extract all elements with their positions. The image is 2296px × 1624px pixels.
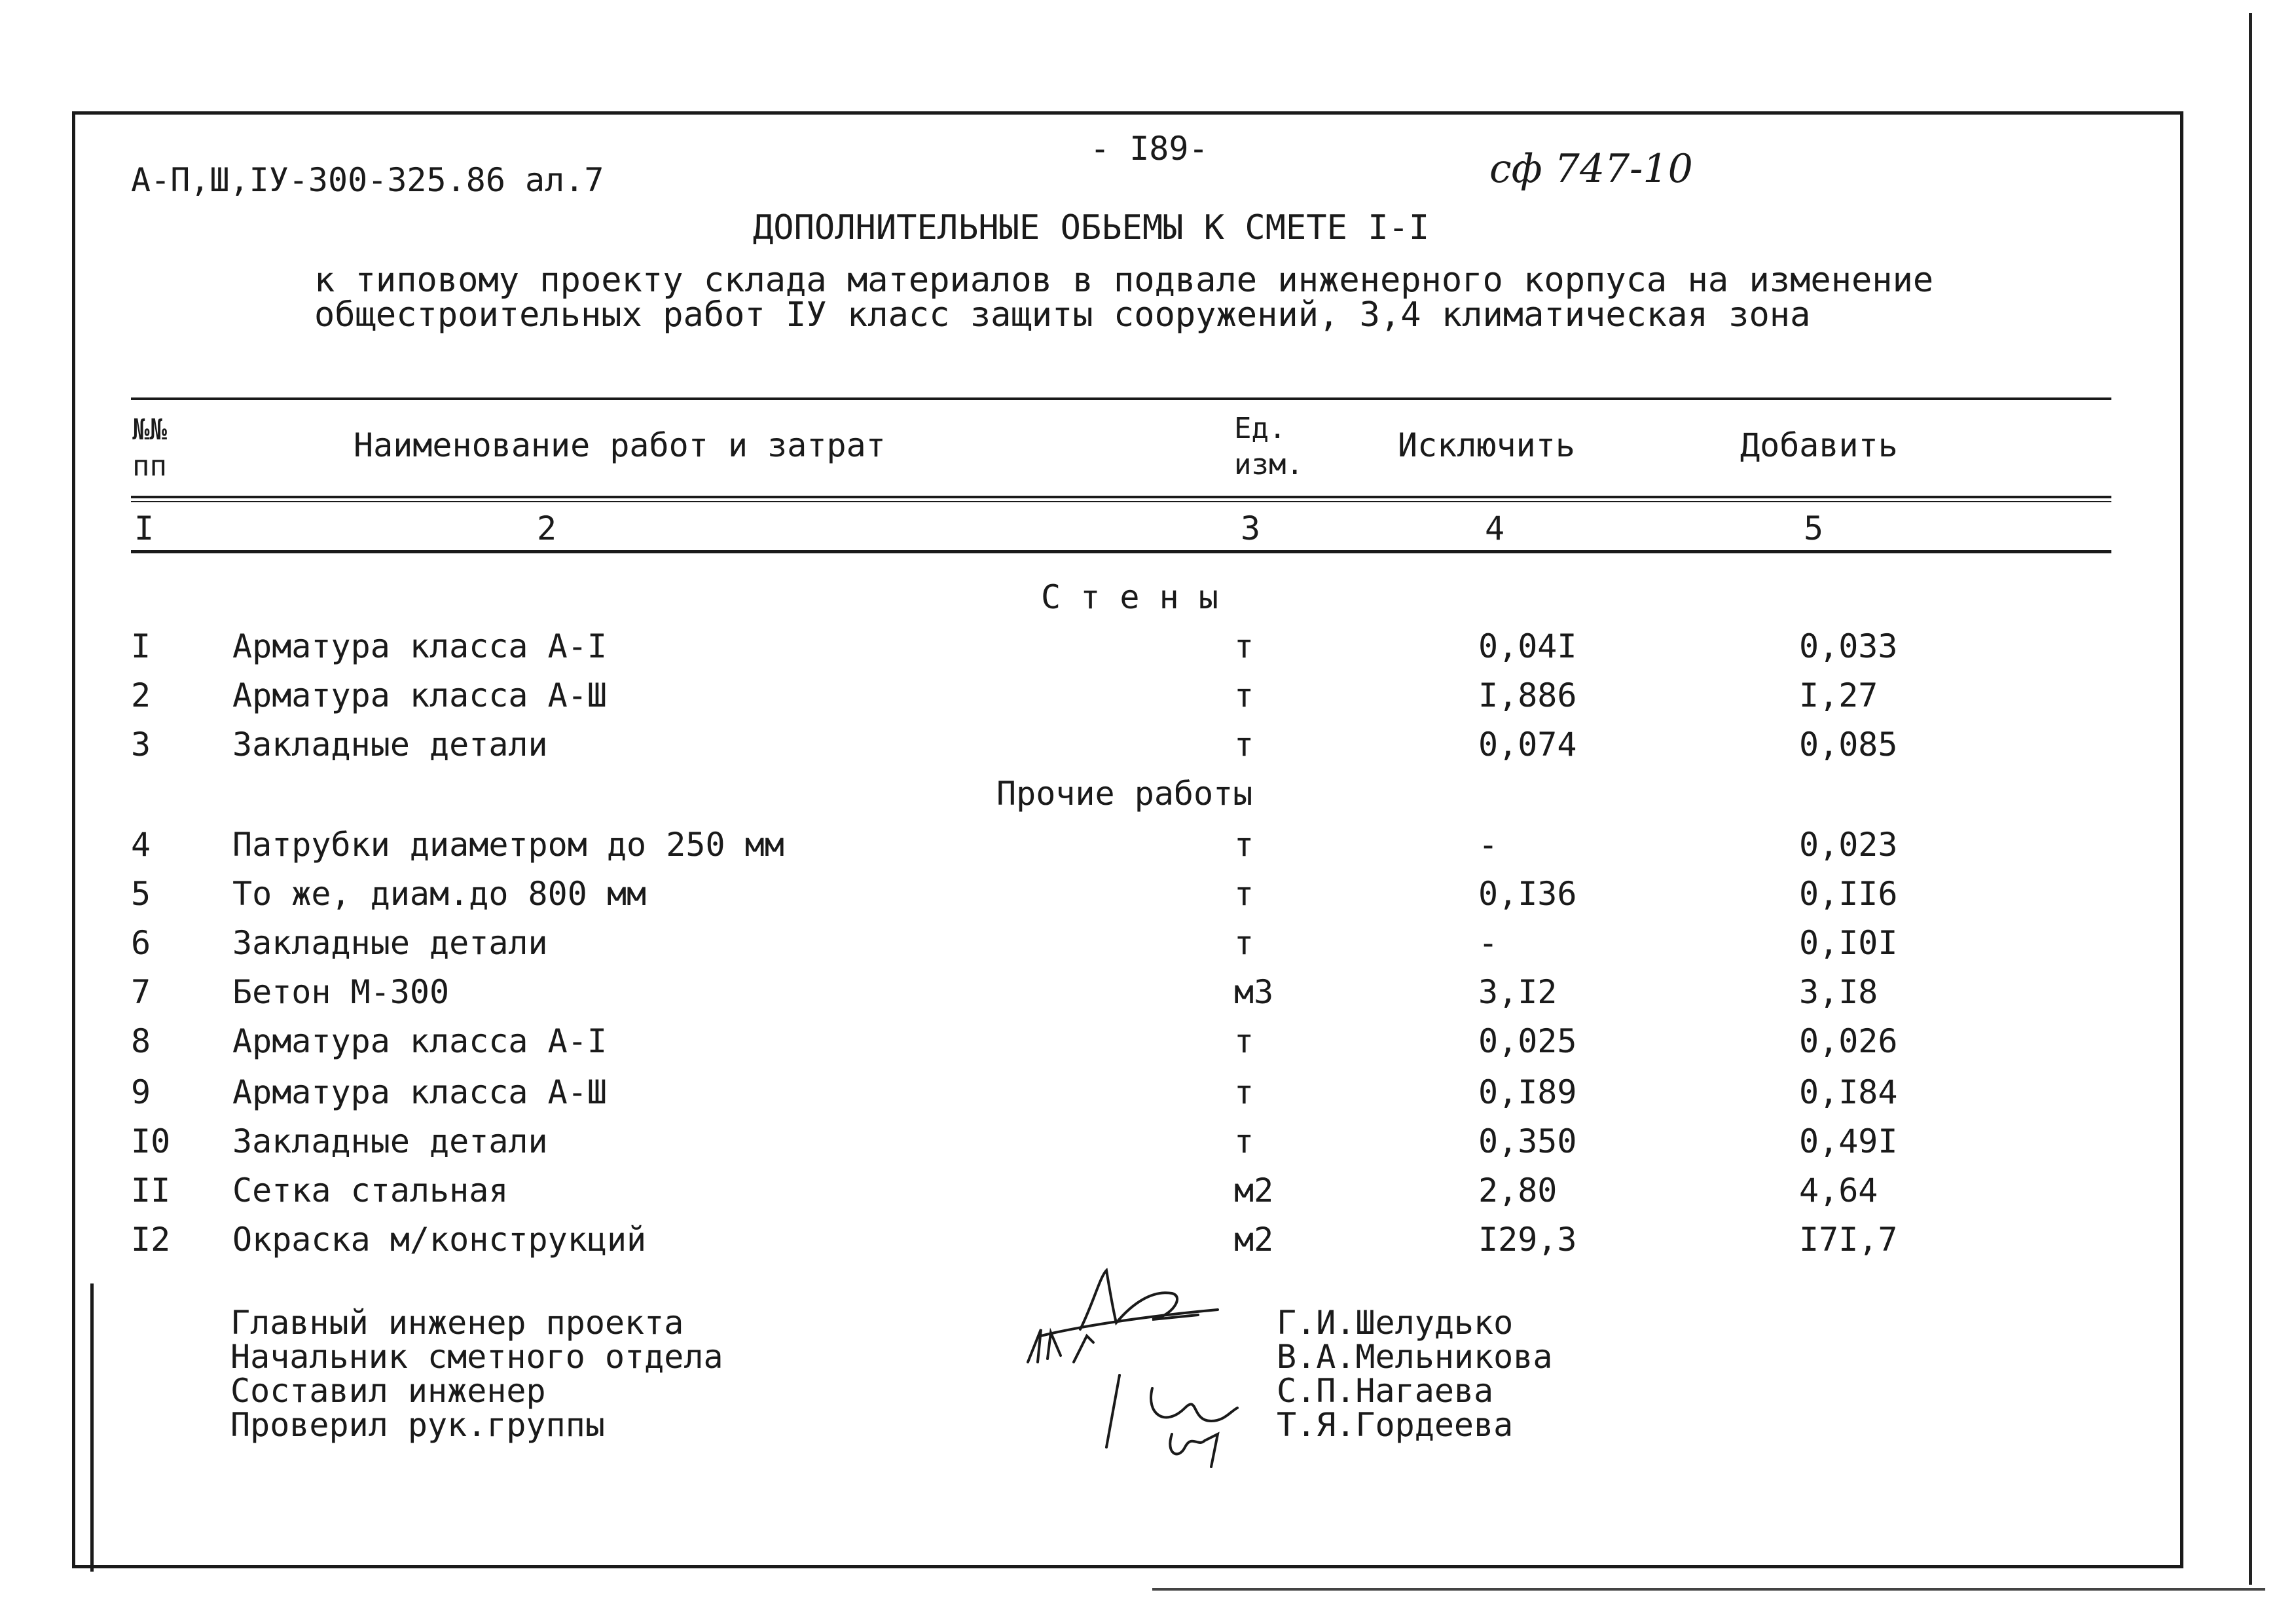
handwritten-signatures xyxy=(1002,1264,1283,1480)
row-name: Закладные детали xyxy=(232,1122,548,1160)
row-exclude: I,886 xyxy=(1478,676,1577,714)
row-unit: м3 xyxy=(1234,973,1274,1011)
row-number: 4 xyxy=(131,826,151,864)
col-exclude-header: Исключить xyxy=(1398,426,1575,464)
page-number: - I89- xyxy=(1090,130,1209,168)
row-number: 6 xyxy=(131,924,151,962)
signer-name-2: В.А.Мельникова xyxy=(1277,1338,1553,1376)
col-unit-line2: изм. xyxy=(1234,448,1303,481)
row-exclude: 3,I2 xyxy=(1478,973,1558,1011)
scan-edge-bottom xyxy=(1152,1588,2265,1591)
handwritten-mark: сф 747-10 xyxy=(1489,146,1693,192)
row-add: 0,I84 xyxy=(1799,1073,1898,1111)
row-exclude: 0,025 xyxy=(1478,1022,1577,1060)
signer-name-1: Г.И.Шелудько xyxy=(1277,1304,1514,1342)
row-name: Закладные детали xyxy=(232,924,548,962)
signer-name-3: С.П.Нагаева xyxy=(1277,1372,1494,1410)
row-unit: т xyxy=(1234,1022,1254,1060)
row-add: 3,I8 xyxy=(1799,973,1878,1011)
row-add: 0,033 xyxy=(1799,627,1898,665)
signer-role-4: Проверил рук.группы xyxy=(230,1406,605,1444)
col-no-line2: пп xyxy=(132,449,167,483)
section-other-works: Прочие работы xyxy=(996,775,1253,813)
row-number: 9 xyxy=(131,1073,151,1111)
subtitle-line-1: к типовому проекту склада материалов в подвале инженерного корпуса на изменение xyxy=(314,261,1934,300)
header-rule-double xyxy=(131,501,2111,502)
row-number: 8 xyxy=(131,1022,151,1060)
row-name: Окраска м/конструкций xyxy=(232,1221,647,1259)
row-unit: м2 xyxy=(1234,1172,1274,1209)
col-no-line1: №№ xyxy=(132,413,167,447)
frame-left-offset xyxy=(90,1283,94,1572)
row-add: 0,II6 xyxy=(1799,875,1898,913)
row-number: I xyxy=(131,627,151,665)
col-number-5: 5 xyxy=(1804,509,1824,547)
col-number-3: 3 xyxy=(1241,509,1261,547)
row-add: 0,023 xyxy=(1799,826,1898,864)
row-exclude: 0,I36 xyxy=(1478,875,1577,913)
row-unit: т xyxy=(1234,924,1254,962)
header-rule xyxy=(131,496,2111,498)
row-unit: т xyxy=(1234,676,1254,714)
row-unit: т xyxy=(1234,726,1254,764)
row-unit: м2 xyxy=(1234,1221,1274,1259)
row-number: 3 xyxy=(131,726,151,764)
signer-name-4: Т.Я.Гордеева xyxy=(1277,1406,1514,1444)
doc-code: А-П,Ш,IУ-300-325.86 ал.7 xyxy=(131,161,604,199)
row-name: Патрубки диаметром до 250 мм xyxy=(232,826,784,864)
col-unit-line1: Ед. xyxy=(1234,412,1286,445)
signer-role-2: Начальник сметного отдела xyxy=(230,1338,723,1376)
col-number-4: 4 xyxy=(1485,509,1505,547)
row-name: Арматура класса А-I xyxy=(232,1022,607,1060)
row-unit: т xyxy=(1234,826,1254,864)
row-number: 7 xyxy=(131,973,151,1011)
row-exclude: I29,3 xyxy=(1478,1221,1577,1259)
scan-edge-right xyxy=(2249,13,2252,1585)
row-exclude: - xyxy=(1478,924,1499,962)
row-add: 0,49I xyxy=(1799,1122,1898,1160)
row-exclude: 0,350 xyxy=(1478,1122,1577,1160)
row-exclude: 0,I89 xyxy=(1478,1073,1577,1111)
col-add-header: Добавить xyxy=(1740,426,1898,464)
row-add: I,27 xyxy=(1799,676,1878,714)
row-number: I2 xyxy=(131,1221,171,1259)
row-name: Арматура класса А-Ш xyxy=(232,1073,607,1111)
row-exclude: 2,80 xyxy=(1478,1172,1558,1209)
row-exclude: 0,04I xyxy=(1478,627,1577,665)
row-name: Бетон М-300 xyxy=(232,973,450,1011)
row-name: Арматура класса А-I xyxy=(232,627,607,665)
page-title: ДОПОЛНИТЕЛЬНЫЕ ОБЬЕМЫ К СМЕТЕ I-I xyxy=(753,208,1430,248)
col-number-1: I xyxy=(134,509,155,547)
row-exclude: - xyxy=(1478,826,1499,864)
row-unit: т xyxy=(1234,627,1254,665)
row-unit: т xyxy=(1234,1073,1254,1111)
row-number: 2 xyxy=(131,676,151,714)
row-name: Закладные детали xyxy=(232,726,548,764)
row-add: 0,085 xyxy=(1799,726,1898,764)
table-top-rule xyxy=(131,397,2111,400)
row-number: I0 xyxy=(131,1122,171,1160)
row-number: II xyxy=(131,1172,171,1209)
subtitle-line-2: общестроительных работ IУ класс защиты сооружений, 3,4 климатическая зона xyxy=(314,295,1811,335)
row-unit: т xyxy=(1234,875,1254,913)
col-number-2: 2 xyxy=(537,509,557,547)
section-walls: С т е н ы xyxy=(1041,578,1218,616)
row-number: 5 xyxy=(131,875,151,913)
row-add: 4,64 xyxy=(1799,1172,1878,1209)
row-name: Сетка стальная xyxy=(232,1172,509,1209)
row-add: I7I,7 xyxy=(1799,1221,1898,1259)
col-name-header: Наименование работ и затрат xyxy=(354,426,886,464)
signer-role-1: Главный инженер проекта xyxy=(230,1304,684,1342)
row-name: Арматура класса А-Ш xyxy=(232,676,607,714)
row-exclude: 0,074 xyxy=(1478,726,1577,764)
row-unit: т xyxy=(1234,1122,1254,1160)
row-add: 0,026 xyxy=(1799,1022,1898,1060)
signer-role-3: Составил инженер xyxy=(230,1372,546,1410)
row-add: 0,I0I xyxy=(1799,924,1898,962)
row-name: То же, диам.до 800 мм xyxy=(232,875,647,913)
column-numbers-rule xyxy=(131,550,2111,553)
